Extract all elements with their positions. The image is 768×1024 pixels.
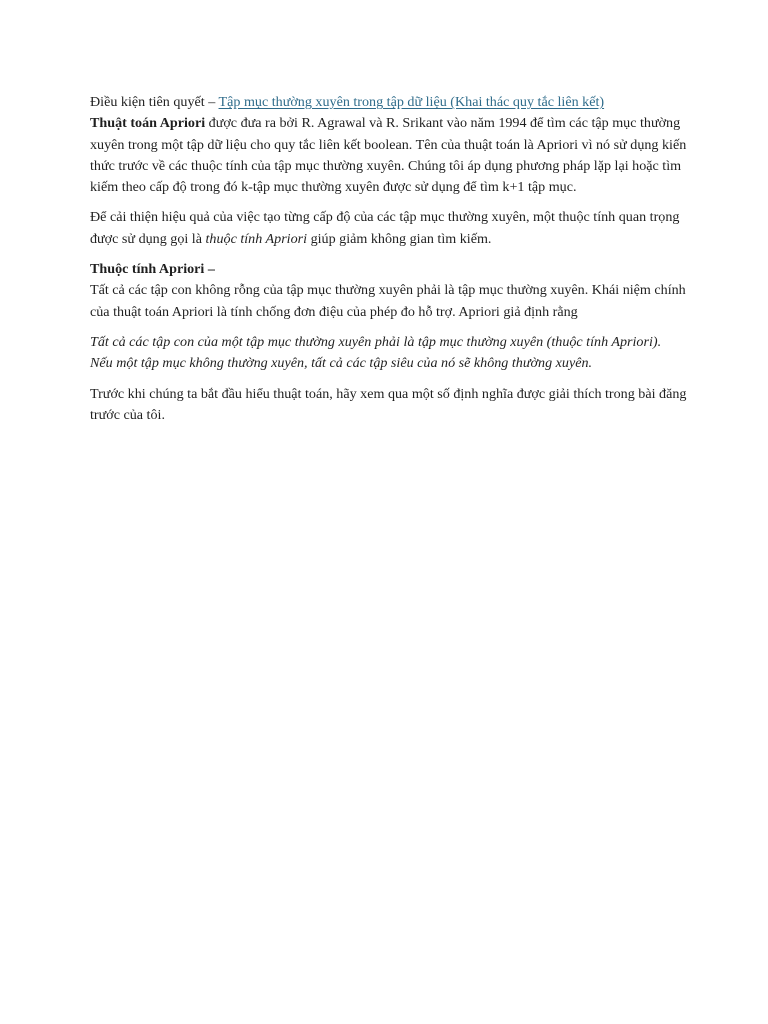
closing-paragraph: Trước khi chúng ta bắt đầu hiểu thuật toán, hãy xem qua một số định nghĩa được giải thích trong bài đăng trước của tôi. [90,385,687,423]
document-body [90,92,690,426]
algorithm-title: Thuật toán Apriori [90,115,206,132]
assumption-line-1: Tất cả các tập con của một tập mục thường xuyên phải là tập mục thường xuyên (thuộc tính Apriori). [90,333,662,350]
property-paragraph: Tất cả các tập con không rỗng của tập mục thường xuyên phải là tập mục thường xuyên. Khái niệm chính của thuật toán Apriori là tính chống đơn điệu của phép đo hỗ trợ. Apriori giả định rằng [90,282,686,320]
efficiency-paragraph [90,207,690,250]
intro-paragraph [90,113,690,198]
property-heading: Thuộc tính Apriori – [90,261,215,278]
efficiency-italic-term: thuộc tính Apriori [205,230,308,247]
efficiency-text-after: giúp giảm không gian tìm kiếm. [307,230,492,247]
prerequisite-line [90,92,690,113]
prerequisite-label: Điều kiện tiên quyết – [90,94,219,110]
prerequisite-link[interactable]: Tập mục thường xuyên trong tập dữ liệu (Khai thác quy tắc liên kết) [218,94,605,110]
intro-text: được đưa ra bởi R. Agrawal và R. Srikant vào năm 1994 để tìm các tập mục thường xuyên trong một tập dữ liệu cho quy tắc liên kết boolean. Tên của thuật toán là Apriori vì nó sử dụng kiến thức trước về các thuộc tính của tập mục thường xuyên. Chúng tôi áp dụng phương pháp lặp lại hoặc tìm kiếm theo cấp độ trong đó k-tập mục thường xuyên được sử dụng để tìm k+1 tập mục. [90,115,687,196]
assumption-line-2: Nếu một tập mục không thường xuyên, tất cả các tập siêu của nó sẽ không thường xuyên. [90,355,593,372]
efficiency-text-before: Để cải thiện hiệu quả của việc tạo từng cấp độ của các tập mục thường xuyên, một thuộc tính quan trọng được sử dụng gọi là [90,209,680,247]
